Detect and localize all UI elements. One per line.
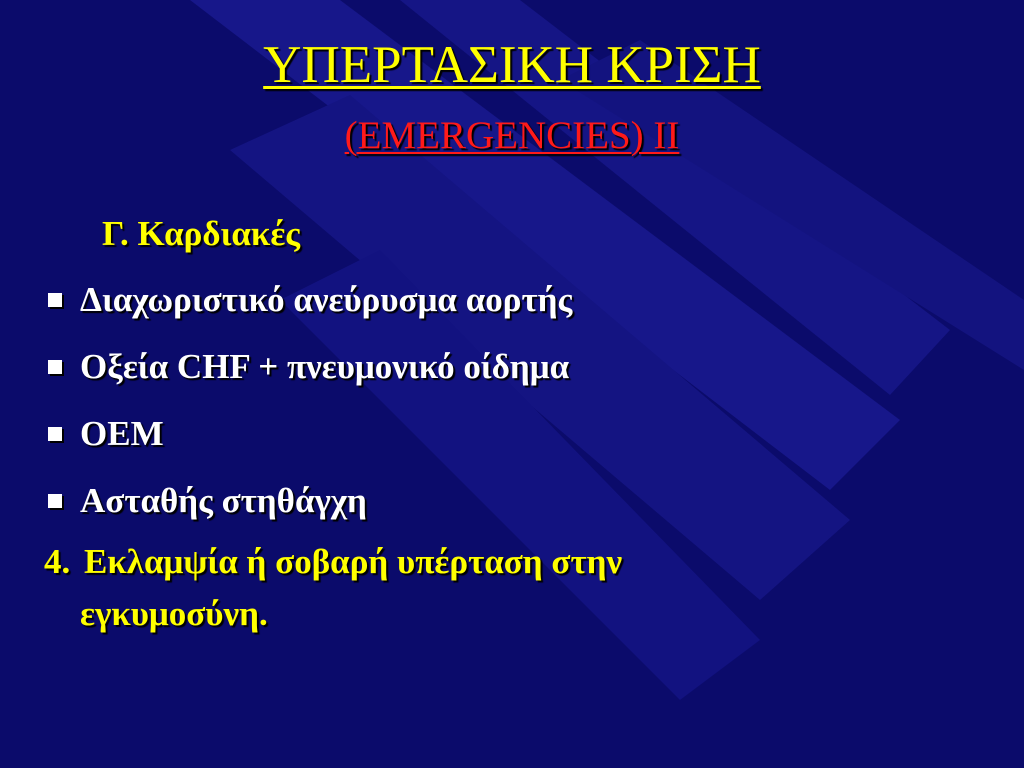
bullet-text: Ασταθής στηθάγχη — [80, 481, 367, 520]
bullet-text: Οξεία CHF + πνευμονικό οίδημα — [80, 347, 570, 386]
bullet-item — [48, 343, 572, 391]
slide-title: ΥΠΕΡΤΑΣΙΚΗ ΚΡΙΣΗ — [263, 36, 761, 94]
bullet-text: Διαχωριστικό ανεύρυσμα αορτής — [80, 280, 573, 319]
numbered-text-2: εγκυμοσύνη. — [80, 594, 268, 633]
bullet-text: ΟΕΜ — [80, 414, 164, 453]
slide-subtitle: (EMERGENCIES) II — [344, 114, 680, 157]
square-bullet-icon — [48, 494, 62, 508]
square-bullet-icon — [48, 360, 62, 374]
section-heading: Γ. Καρδιακές — [102, 214, 301, 253]
numbered-line-1 — [44, 536, 844, 588]
square-bullet-icon — [48, 427, 62, 441]
bullet-item — [48, 477, 572, 525]
numbered-item — [44, 536, 844, 640]
bullet-item — [48, 276, 572, 324]
item-number: 4. — [44, 542, 71, 581]
numbered-text-1: Εκλαμψία ή σοβαρή υπέρταση στην — [84, 542, 623, 581]
bullet-list — [48, 276, 572, 544]
bullet-item — [48, 410, 572, 458]
square-bullet-icon — [48, 293, 62, 307]
